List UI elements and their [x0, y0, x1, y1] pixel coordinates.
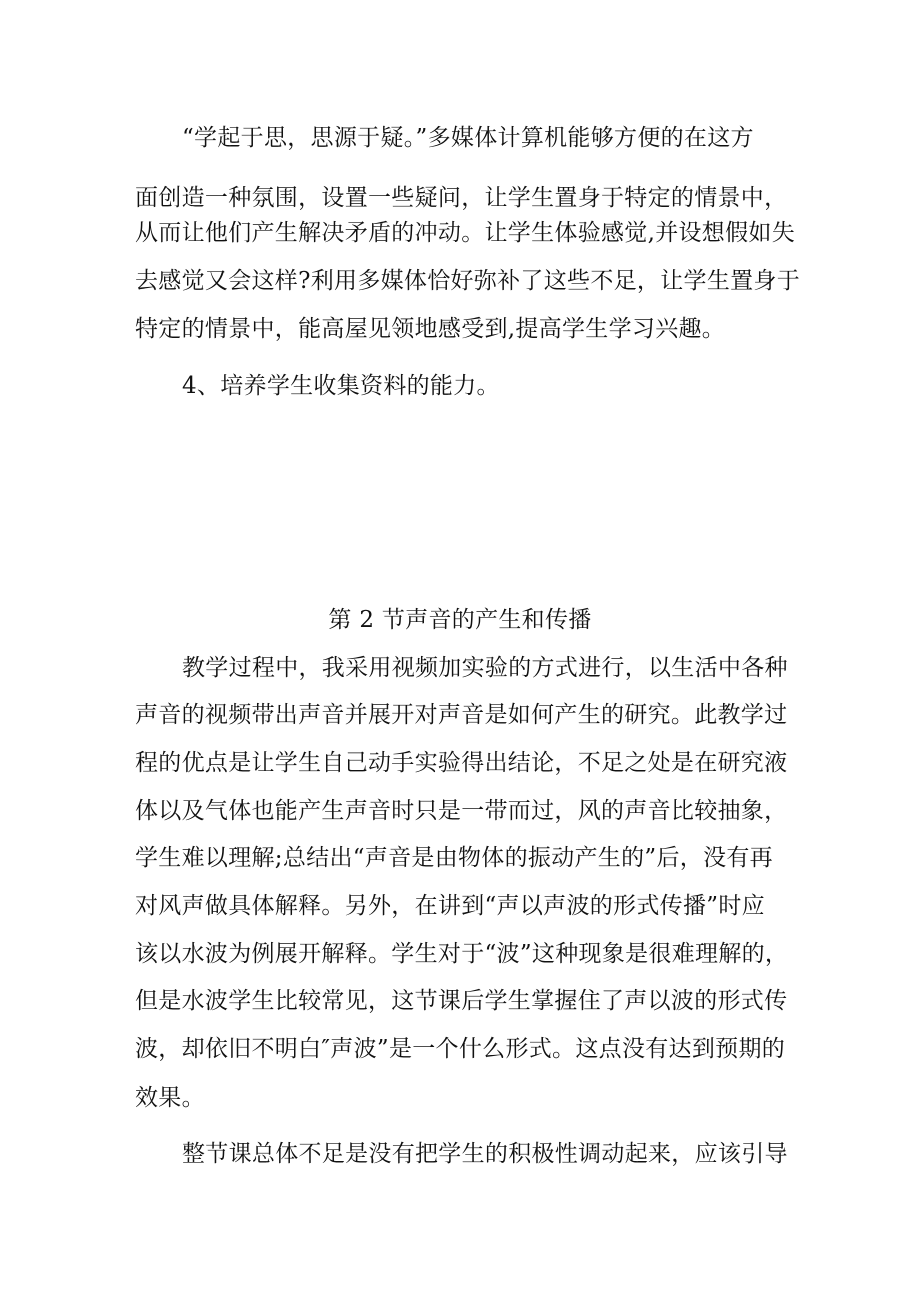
paragraph-2-line-1: 教学过程中，我采用视频加实验的方式进行，以生活中各种: [182, 655, 788, 681]
paragraph-1-line-1: “学起于思，思源于疑。”多媒体计算机能够方便的在这方: [182, 125, 754, 151]
paragraph-2-line-3: 程的优点是让学生自己动手实验得出结论，不足之处是在研究液: [135, 750, 788, 776]
paragraph-1-line-2: 面创造一种氛围，设置一些疑问，让学生置身于特定的情景中，: [135, 185, 788, 211]
paragraph-2-line-10: 效果。: [135, 1085, 205, 1111]
paragraph-1-line-5: 特定的情景中，能高屋见领地感受到,提高学生学习兴趣。: [135, 316, 726, 342]
paragraph-2-line-6: 对风声做具体解释。另外，在讲到“声以声波的形式传播”时应: [135, 893, 765, 919]
paragraph-2-line-4: 体以及气体也能产生声音时只是一带而过，风的声音比较抽象，: [135, 798, 788, 824]
paragraph-2-line-9: 波，却依旧不明白″声波”是一个什么形式。这点没有达到预期的: [135, 1036, 786, 1062]
paragraph-2-line-5: 学生难以理解;总结出“声音是由物体的振动产生的”后，没有再: [135, 845, 773, 871]
paragraph-2-line-2: 声音的视频带出声音并展开对声音是如何产生的研究。此教学过: [135, 702, 788, 728]
paragraph-2-line-8: 但是水波学生比较常见，这节课后学生掌握住了声以波的形式传: [135, 988, 788, 1014]
paragraph-2-line-7: 该以水波为例展开解释。学生对于“波”这种现象是很难理解的，: [135, 941, 789, 967]
paragraph-1-line-4: 去感觉又会这样?利用多媒体恰好弥补了这些不足，让学生置身于: [135, 268, 801, 294]
list-item-4: 4、培养学生收集资料的能力。: [182, 373, 500, 399]
paragraph-1-line-3: 从而让他们产生解决矛盾的冲动。让学生体验感觉,并设想假如失: [135, 220, 796, 246]
section-title: 第 2 节声音的产生和传播: [328, 607, 592, 633]
paragraph-3-line-1: 整节课总体不足是没有把学生的积极性调动起来，应该引导: [182, 1141, 788, 1167]
